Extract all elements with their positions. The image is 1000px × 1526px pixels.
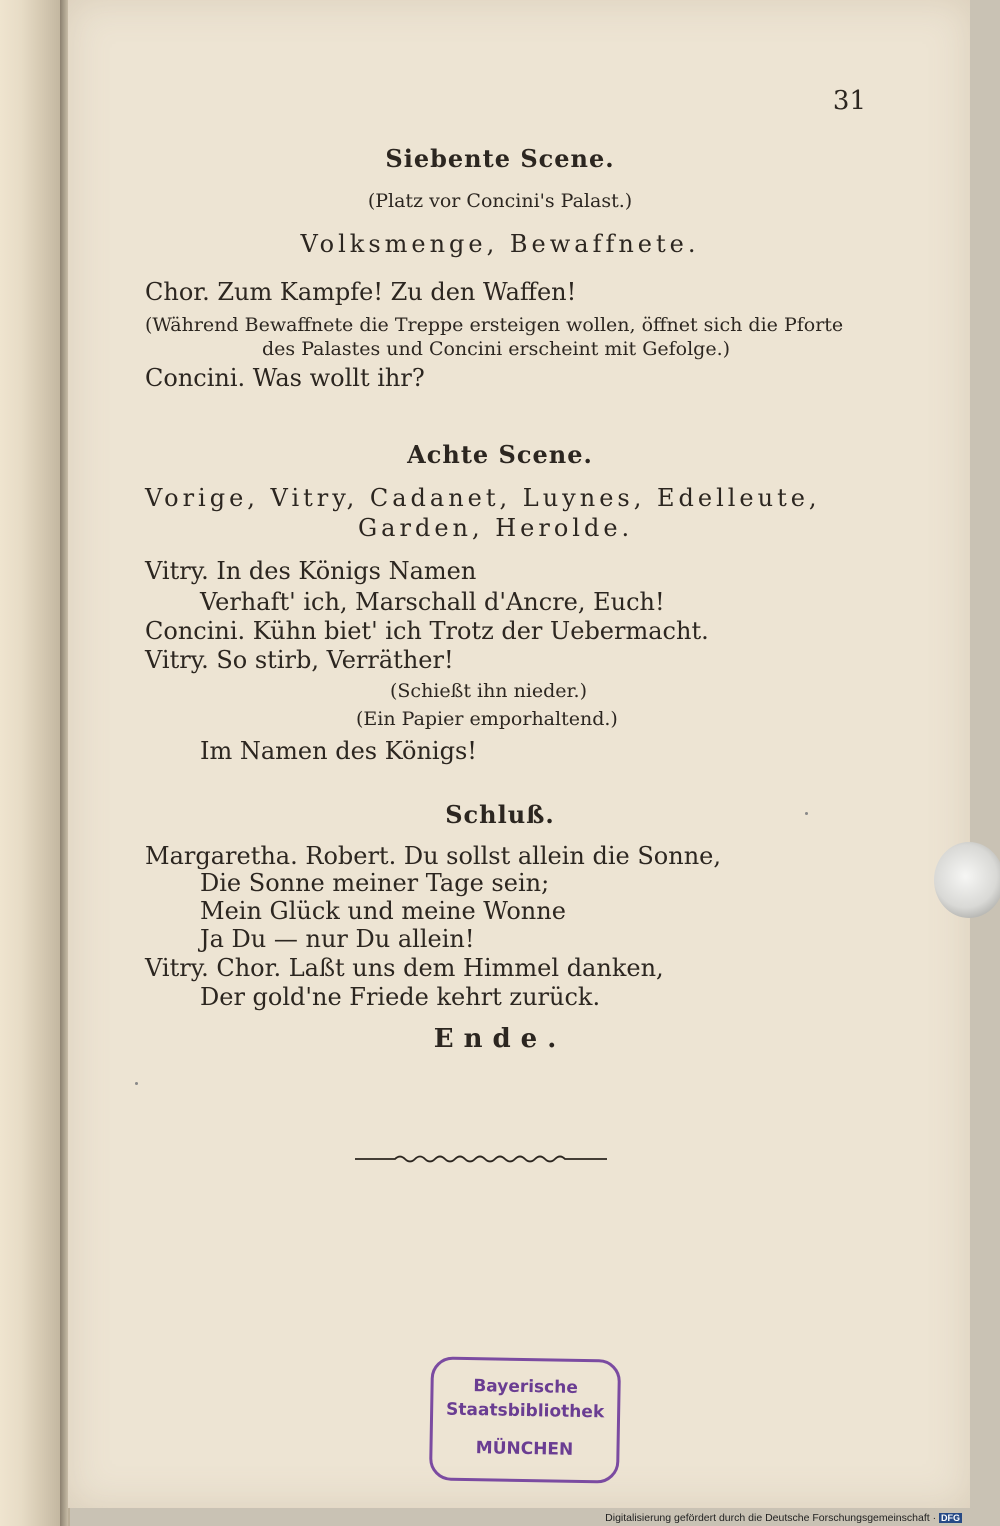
scene8-stage-2: (Ein Papier emporhaltend.): [356, 708, 618, 730]
page-clip: [934, 842, 1000, 918]
scene8-line-5: Im Namen des Königs!: [200, 737, 477, 765]
footer-credit: [605, 1512, 962, 1524]
stamp-line-3: MÜNCHEN: [475, 1438, 574, 1460]
scene8-cast-1: Vorige, Vitry, Cadanet, Luynes, Edelleute,: [145, 484, 821, 512]
finale-line-5: Vitry. Chor. Laßt uns dem Himmel danken,: [145, 954, 664, 982]
dfg-logo: DFG: [941, 1513, 960, 1523]
finale-line-4: Ja Du — nur Du allein!: [200, 925, 475, 953]
finale-title: Schluß.: [445, 800, 555, 829]
scene7-title: Siebente Scene.: [385, 144, 615, 173]
finale-line-2: Die Sonne meiner Tage sein;: [200, 869, 550, 897]
speck: [805, 812, 808, 815]
finale-line-6: Der gold'ne Friede kehrt zurück.: [200, 983, 601, 1011]
spine-edge: [60, 0, 68, 1526]
scene7-line-3: des Palastes und Concini erscheint mit Gefolge.): [262, 338, 731, 360]
scene7-line-2: (Während Bewaffnete die Treppe ersteigen wollen, öffnet sich die Pforte: [145, 314, 844, 336]
end-mark: Ende.: [433, 1024, 567, 1054]
scene8-title: Achte Scene.: [407, 440, 593, 469]
library-stamp: [429, 1356, 621, 1483]
finale-line-1: Margaretha. Robert. Du sollst allein die Sonne,: [145, 842, 721, 870]
scene7-setting: (Platz vor Concini's Palast.): [367, 190, 633, 212]
scene7-line-1: Chor. Zum Kampfe! Zu den Waffen!: [145, 278, 577, 306]
page-number: 31: [832, 86, 866, 116]
scene7-line-4: Concini. Was wollt ihr?: [145, 364, 425, 392]
stamp-line-1: Bayerische: [473, 1376, 579, 1398]
finale-line-3: Mein Glück und meine Wonne: [200, 897, 566, 925]
decorative-wave-rule: [355, 1152, 607, 1166]
scene8-line-4: Vitry. So stirb, Verräther!: [145, 646, 454, 674]
scene8-stage-1: (Schießt ihn nieder.): [390, 680, 587, 702]
scene8-line-3: Concini. Kühn biet' ich Trotz der Uebermacht.: [145, 617, 709, 645]
speck: [135, 1082, 138, 1085]
scene8-cast-2: Garden, Herolde.: [358, 514, 634, 542]
footer-text: Digitalisierung gefördert durch die Deutsche Forschungsgemeinschaft ·: [605, 1512, 937, 1524]
scene7-cast: Volksmenge, Bewaffnete.: [300, 230, 700, 258]
scene8-line-1: Vitry. In des Königs Namen: [145, 557, 477, 585]
scene8-line-2: Verhaft' ich, Marschall d'Ancre, Euch!: [200, 588, 665, 616]
stamp-line-2: Staatsbibliothek: [445, 1399, 605, 1423]
